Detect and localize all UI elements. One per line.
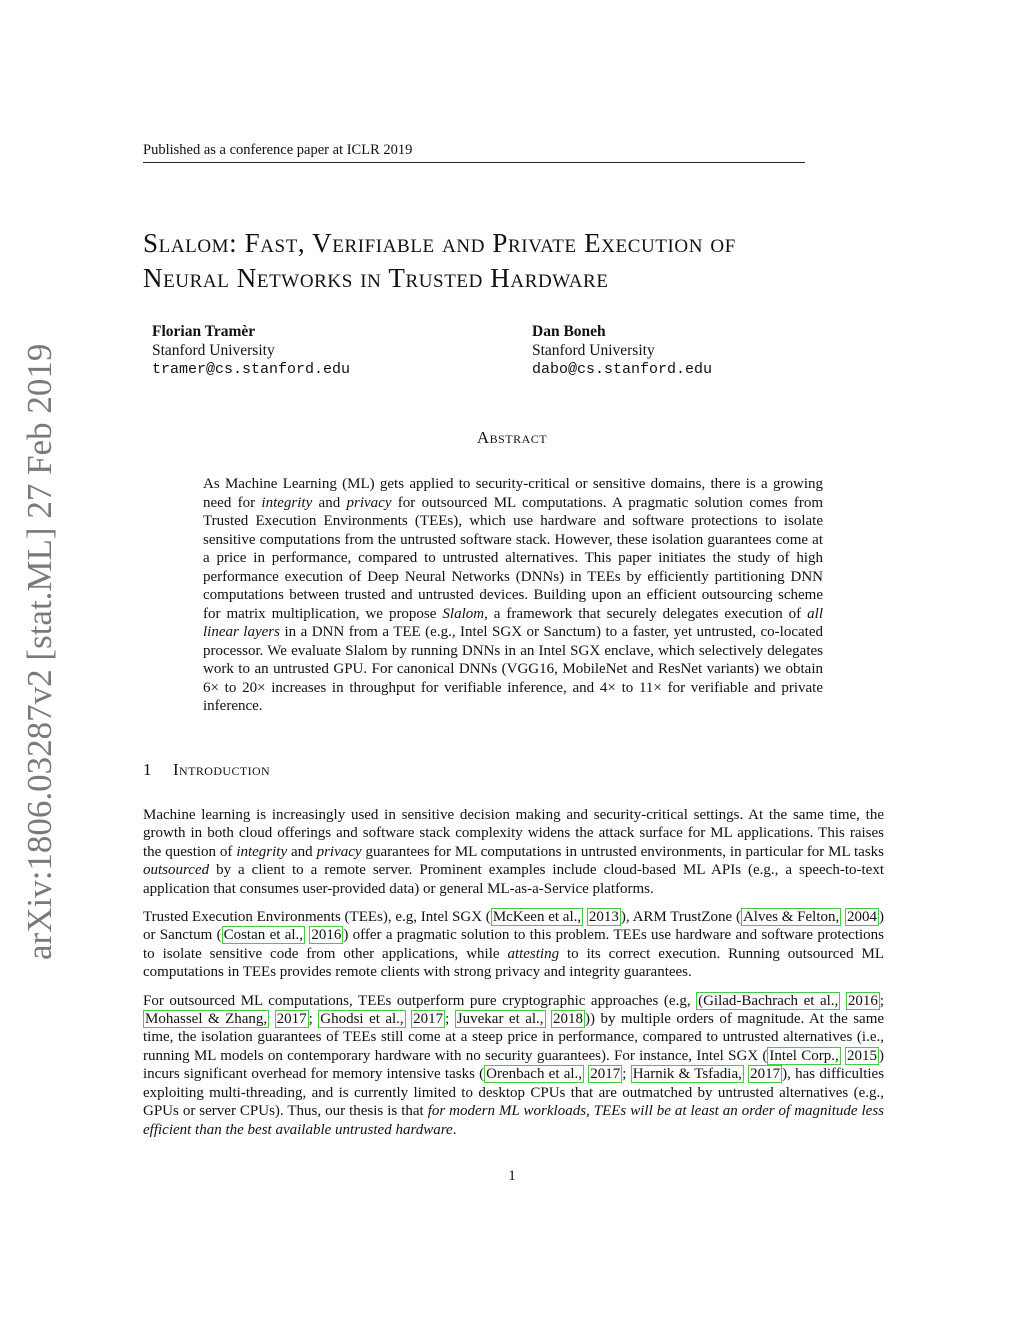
- citation-link[interactable]: 2017: [276, 1011, 307, 1028]
- text-run: )) by multiple orders of magnitude. At the same time, the isolation guarantees of TEEs still come at a steep price in performance, compared to untrusted alternatives (i.e., running ML models on contemporary hardware with no security guarantees). For instance, Intel SGX (: [143, 1011, 885, 1064]
- paragraph-2: [143, 908, 884, 982]
- emphasis: integrity: [236, 843, 288, 860]
- emphasis: privacy: [346, 494, 392, 511]
- text-run: ;: [308, 1011, 319, 1028]
- section-heading: [143, 760, 270, 780]
- citation-link[interactable]: 2017: [413, 1011, 444, 1028]
- text-run: ) or Sanctum (: [143, 909, 885, 944]
- author-name: Florian Tramèr: [152, 323, 256, 340]
- abstract-text: [203, 475, 823, 716]
- citation-link[interactable]: Ghodsi et al.,: [320, 1011, 404, 1028]
- text-run: ;: [622, 1066, 631, 1083]
- text-run: ) incurs significant overhead for memory intensive tasks (: [143, 1047, 885, 1083]
- author-email: dabo@cs.stanford.edu: [532, 361, 713, 378]
- text-run: ;: [445, 1011, 455, 1028]
- title-line-1: Slalom: Fast, Verifiable and Private Execution of: [143, 228, 736, 258]
- page-number: 1: [508, 1168, 516, 1184]
- text-run: and: [287, 843, 317, 860]
- citation-link[interactable]: 2017: [750, 1066, 781, 1083]
- text-run: Trusted Execution Environments (TEEs), e.g, Intel SGX (: [143, 909, 491, 926]
- citation-link[interactable]: (Gilad-Bachrach et al.,: [698, 992, 839, 1009]
- section-number: 1: [143, 760, 152, 779]
- section-title: Introduction: [173, 760, 271, 779]
- author-name: Dan Boneh: [532, 323, 606, 340]
- paragraph-3: [143, 992, 884, 1139]
- arxiv-identifier: arXiv:1806.03287v2 [stat.ML] 27 Feb 2019: [20, 343, 59, 960]
- emphasis: for modern ML workloads, TEEs will be at least an order of magnitude less efficient than the best available untrusted hardware: [143, 1103, 884, 1138]
- citation-link[interactable]: 2018: [553, 1011, 583, 1028]
- text-run: As Machine Learning (ML) gets applied to security-critical or sensitive domains, there is a growing need for: [203, 476, 823, 511]
- citation-link[interactable]: 2016: [311, 927, 342, 944]
- text-run: ), has difficulties exploiting multi-threading, and is currently limited to desktop CPUs that are outmatched by untrusted alternatives (e.g., GPUs or server CPUs). Thus, our thesis is that: [143, 1066, 885, 1120]
- citation-link[interactable]: 2013: [588, 909, 619, 926]
- author-affiliation: Stanford University: [532, 342, 655, 359]
- emphasis: privacy: [316, 843, 362, 860]
- citation-link[interactable]: Mohassel & Zhang,: [145, 1011, 268, 1028]
- abstract-heading: Abstract: [476, 428, 548, 447]
- author-email: tramer@cs.stanford.edu: [152, 361, 351, 378]
- running-head: Published as a conference paper at ICLR 2019: [143, 142, 805, 163]
- citation-link[interactable]: 2015: [847, 1047, 878, 1064]
- citation-link[interactable]: McKeen et al.,: [492, 909, 582, 926]
- emphasis: Slalom: [442, 605, 485, 622]
- emphasis: all linear layers: [203, 605, 824, 640]
- author-block-1: [152, 322, 350, 379]
- author-affiliation: Stanford University: [152, 342, 275, 359]
- citation-link[interactable]: Alves & Felton,: [742, 909, 840, 926]
- citation-link[interactable]: Orenbach et al.,: [486, 1066, 583, 1083]
- citation-link[interactable]: 2004: [847, 909, 878, 926]
- text-run: ), ARM TrustZone (: [620, 909, 741, 926]
- emphasis: integrity: [261, 494, 313, 511]
- text-run: in a DNN from a TEE (e.g., Intel SGX or Sanctum) to a faster, yet untrusted, co-located processor. We evaluate Slalom by running DNNs in an Intel SGX enclave, which selectively delegates work to an untrusted GPU. For canonical DNNs (VGG16, MobileNet and ResNet variants) we obtain 6× to 20× increases in throughput for verifiable inference, and 4× to 11× for verifiable and private inference.: [203, 624, 823, 714]
- text-run: Machine learning is increasingly used in sensitive decision making and security-critical settings. At the same time, the growth in both cloud offerings and software stack complexity widens the attack surface for ML applications. This raises the question of: [143, 807, 884, 860]
- text-run: ;: [879, 992, 884, 1009]
- text-run: guarantees for ML computations in untrusted environments, in particular for ML tasks: [361, 843, 884, 860]
- text-run: and: [312, 494, 347, 511]
- emphasis: outsourced: [143, 862, 210, 879]
- emphasis: attesting: [507, 945, 560, 962]
- text-run: .: [452, 1121, 457, 1138]
- paper-title: [143, 226, 903, 296]
- text-run: [269, 1011, 274, 1027]
- text-run: ) offer a pragmatic solution to this problem. TEEs use hardware and software protections to isolate sensitive code from other applications, while: [143, 927, 885, 962]
- citation-link[interactable]: 2017: [590, 1066, 621, 1083]
- text-run: For outsourced ML computations, TEEs outperform pure cryptographic approaches (e.g,: [143, 992, 697, 1009]
- title-line-2: Neural Networks in Trusted Hardware: [143, 263, 609, 293]
- citation-link[interactable]: Intel Corp.,: [769, 1047, 839, 1064]
- author-block-2: [532, 322, 712, 379]
- text-run: , a framework that securely delegates execution of: [484, 605, 808, 622]
- text-run: for outsourced ML computations. A pragmatic solution comes from Trusted Execution Environments (TEEs), which use hardware and software protections to isolate sensitive computations from the untrusted software stack. However, these isolation guarantees come at a price in performance, compared to untrusted alternatives. This paper initiates the study of high performance execution of Deep Neural Networks (DNNs) in TEEs by efficiently partitioning DNN computations between trusted and untrusted devices. Building upon an efficient outsourcing scheme for matrix multiplication, we propose: [203, 494, 823, 622]
- text-run: by a client to a remote server. Prominent examples include cloud-based ML APIs (e.g., a speech-to-text application that consumes user-provided data) or general ML-as-a-Service platforms.: [143, 862, 884, 897]
- body-text: [143, 806, 884, 1149]
- citation-link[interactable]: Costan et al.,: [223, 927, 304, 944]
- citation-link[interactable]: 2016: [847, 992, 878, 1009]
- paragraph-1: [143, 806, 884, 898]
- citation-link[interactable]: Juvekar et al.,: [456, 1011, 544, 1028]
- citation-link[interactable]: Harnik & Tsfadia,: [632, 1066, 742, 1083]
- text-run: [840, 993, 846, 1009]
- text-run: to its correct execution. Running outsourced ML computations in TEEs provides remote clients with strong privacy and integrity guarantees.: [143, 945, 884, 981]
